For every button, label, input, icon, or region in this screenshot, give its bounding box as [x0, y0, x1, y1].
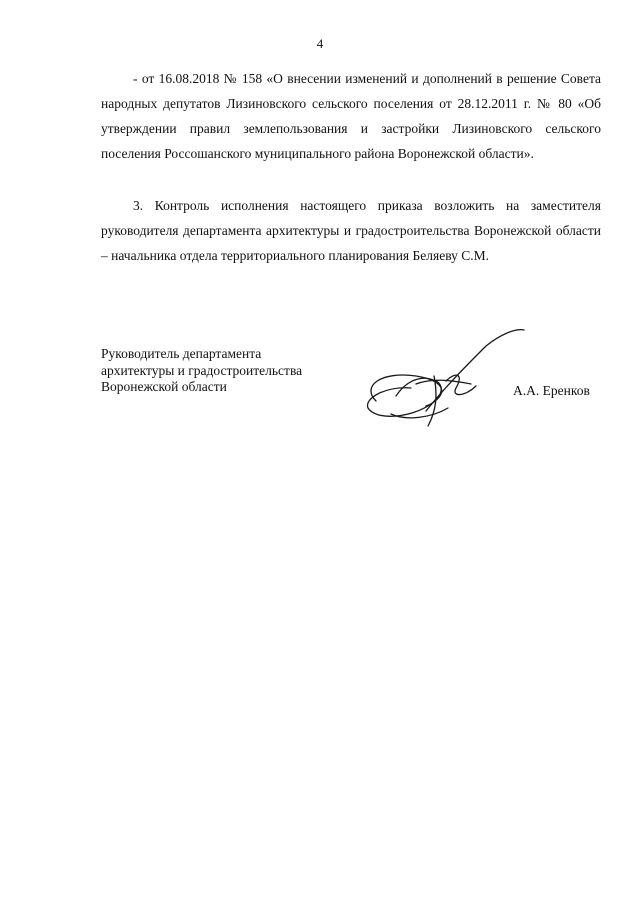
- signatory-title-line-2: архитектуры и градостроительства: [101, 362, 303, 378]
- signatory-title: [101, 346, 302, 396]
- signatory-title-line-1: Руководитель департамента: [101, 346, 262, 361]
- paragraph-amendment-item: [101, 66, 601, 166]
- handwritten-signature: [356, 326, 536, 436]
- page-number: 4: [316, 36, 324, 51]
- signatory-name: А.А. Еренков: [513, 383, 590, 398]
- signatory-title-line-3: Воронежской области: [101, 379, 227, 394]
- paragraph-text: - от 16.08.2018 № 158 «О внесении изменений и дополнений в решение Совета народных депутатов Лизиновского сельского поселения от 28.12.2011 г. № 80 «Об утверждении правил землепользования и застройки Лизиновского сельского поселения Россошанского муниципального района Воронежской области».: [101, 71, 601, 161]
- paragraph-control-clause: [101, 193, 601, 268]
- paragraph-text: 3. Контроль исполнения настоящего приказа возложить на заместителя руководителя департамента архитектуры и градостроительства Воронежской области – начальника отдела территориального планирования Беляеву С.М.: [101, 198, 601, 263]
